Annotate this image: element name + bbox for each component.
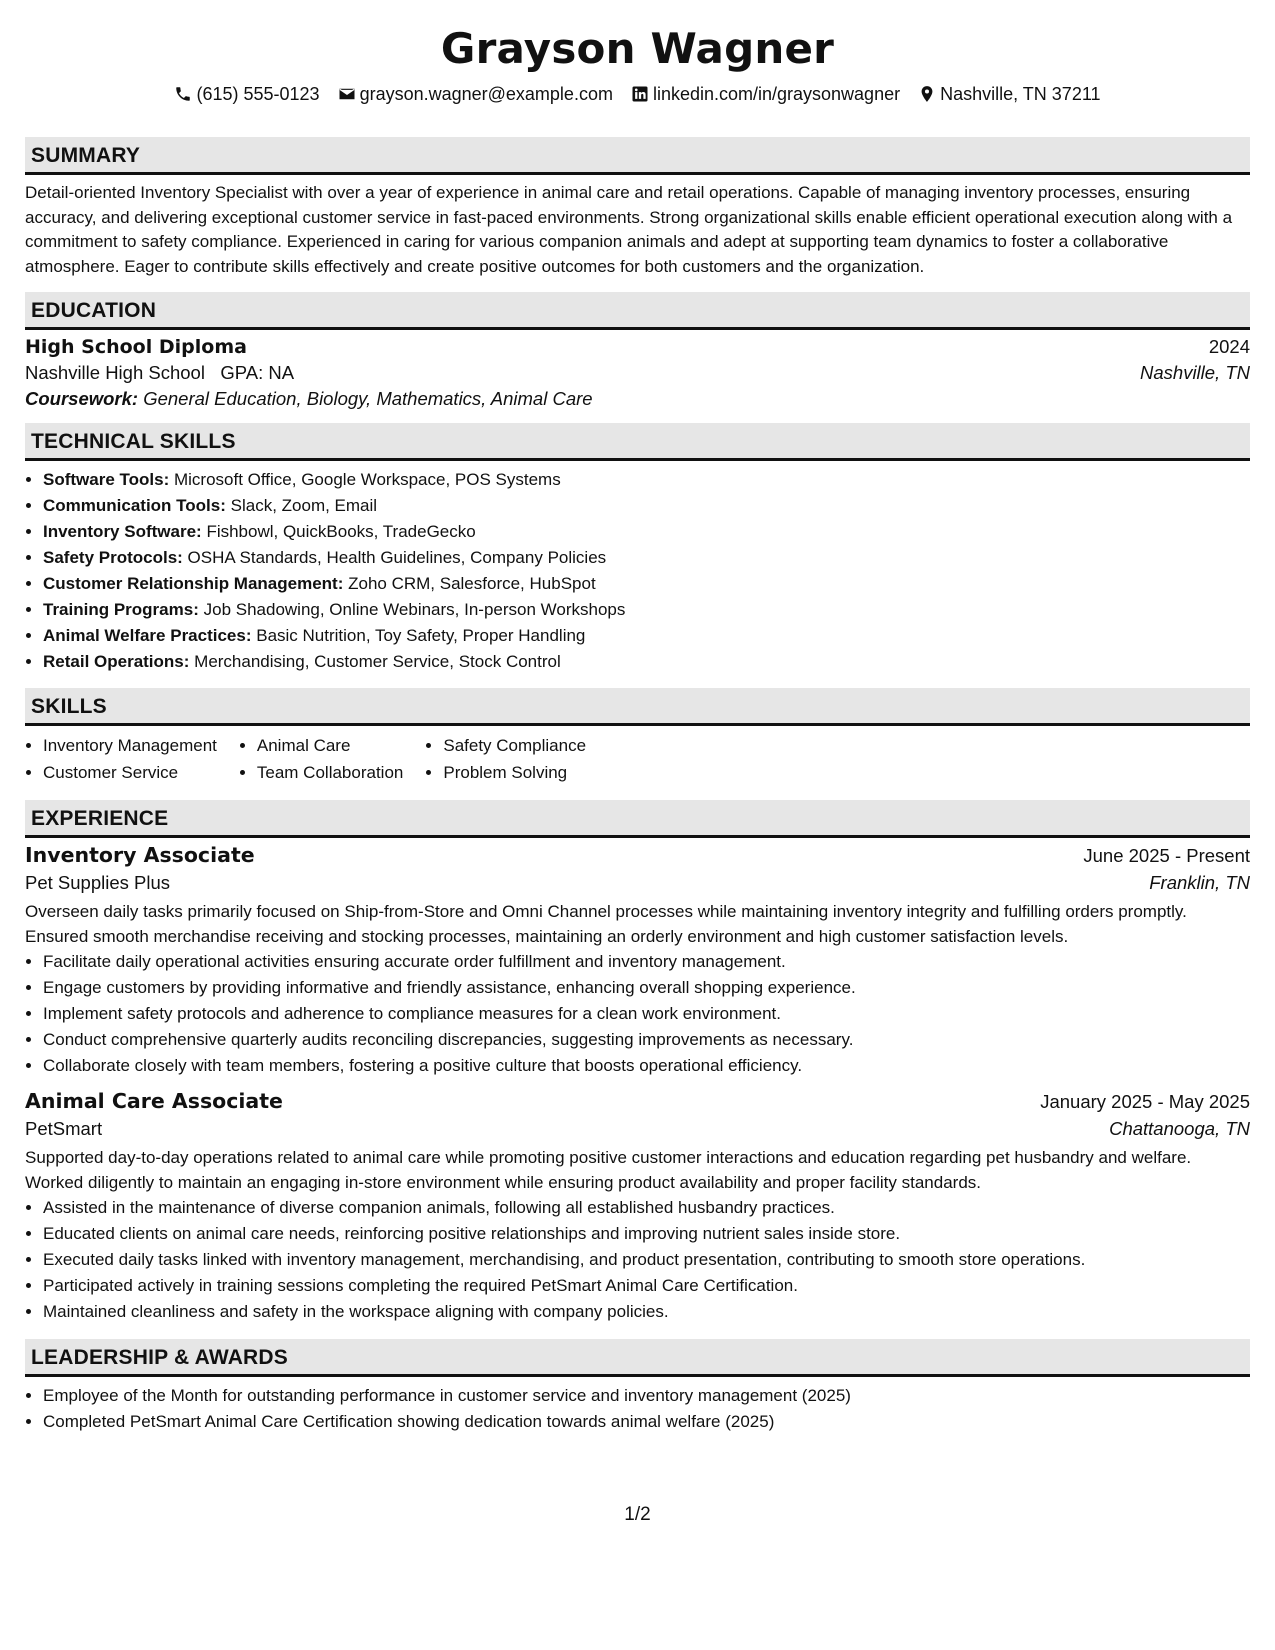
job-summary: Supported day-to-day operations related to animal care while promoting positive customer interactions and education regarding pet husbandry and welfare. Worked diligently to maintain an engaging in-store environment while ensuring product availability and proper facility standards.: [25, 1148, 1192, 1192]
job-dates: January 2025 - May 2025: [1040, 1091, 1250, 1112]
school-name: Nashville High School: [25, 362, 205, 383]
skill-key: Inventory Software:: [43, 522, 202, 541]
contact-email[interactable]: [338, 82, 613, 106]
list-item: [43, 493, 1250, 519]
skills-column-2: [239, 732, 403, 786]
section-header-education: EDUCATION: [25, 292, 1250, 330]
job-dates: June 2025 - Present: [1083, 845, 1250, 866]
skill-value: Slack, Zoom, Email: [230, 496, 378, 515]
skill-value: Zoho CRM, Salesforce, HubSpot: [348, 574, 596, 593]
list-item: • Educated clients on animal care needs, reinforcing positive relationships and improving nutrient sales inside store.: [43, 1221, 1250, 1247]
job-title-row: [25, 843, 1250, 867]
school-location: Nashville, TN: [1140, 362, 1250, 383]
school-row: [25, 362, 1250, 384]
list-item: • Implement safety protocols and adherence to compliance measures for a clean work environment.: [43, 1001, 1250, 1027]
job-title-row: [25, 1089, 1250, 1113]
list-item: • Engage customers by providing informative and friendly assistance, enhancing overall shopping experience.: [43, 975, 1250, 1001]
list-item: • Team Collaboration: [257, 759, 403, 786]
email-text: grayson.wagner@example.com: [359, 84, 613, 104]
candidate-name: Grayson Wagner: [440, 24, 835, 73]
list-item: [43, 649, 1250, 675]
envelope-icon: [338, 85, 356, 103]
phone-text: (615) 555-0123: [196, 84, 320, 104]
job-company-row: [25, 872, 1250, 894]
contact-linkedin[interactable]: [631, 82, 900, 106]
linkedin-text: linkedin.com/in/graysonwagner: [652, 84, 901, 104]
list-item: [43, 519, 1250, 545]
skill-key: Customer Relationship Management:: [43, 574, 344, 593]
list-item: • Employee of the Month for outstanding performance in customer service and inventory management (2025): [43, 1383, 1250, 1409]
job-location: Franklin, TN: [1149, 872, 1250, 893]
page-number: 1/2: [624, 1504, 651, 1525]
list-item: • Customer Service: [43, 759, 217, 786]
list-item: • Safety Compliance: [443, 732, 586, 759]
education-row: [25, 336, 1250, 358]
skill-value: Fishbowl, QuickBooks, TradeGecko: [206, 522, 476, 541]
contact-location: [918, 82, 1100, 106]
skills-grid: [25, 732, 1250, 786]
job-company-row: [25, 1118, 1250, 1140]
list-item: • Animal Care: [257, 732, 403, 759]
skill-key: Training Programs:: [43, 600, 199, 619]
job-company: PetSmart: [25, 1118, 103, 1139]
skill-key: Safety Protocols:: [43, 548, 183, 567]
job-title: Animal Care Associate: [25, 1089, 283, 1113]
job-location: Chattanooga, TN: [1109, 1118, 1250, 1139]
skill-key: Retail Operations:: [43, 652, 190, 671]
contact-bar: [25, 82, 1250, 106]
coursework-label: Coursework:: [25, 388, 139, 409]
list-item: • Participated actively in training sessions completing the required PetSmart Animal Care Certification.: [43, 1273, 1250, 1299]
skill-key: Software Tools:: [43, 470, 170, 489]
list-item: • Conduct comprehensive quarterly audits reconciling discrepancies, suggesting improvements as necessary.: [43, 1027, 1250, 1053]
job-entry: [25, 1089, 1250, 1325]
section-header-experience: EXPERIENCE: [25, 800, 1250, 838]
skill-value: Job Shadowing, Online Webinars, In-person Workshops: [203, 600, 626, 619]
job-bullets: [25, 949, 1250, 1079]
leadership-list: [25, 1383, 1250, 1435]
technical-skills-list: [25, 467, 1250, 675]
map-pin-icon: [918, 85, 936, 103]
list-item: [43, 545, 1250, 571]
list-item: [43, 623, 1250, 649]
job-title: Inventory Associate: [25, 843, 255, 867]
list-item: • Assisted in the maintenance of diverse companion animals, following all established husbandry practices.: [43, 1195, 1250, 1221]
skill-value: Microsoft Office, Google Workspace, POS Systems: [173, 470, 561, 489]
school-line: [25, 362, 294, 384]
coursework-line: [25, 388, 1250, 410]
list-item: [43, 571, 1250, 597]
skills-column-3: [425, 732, 586, 786]
degree: High School Diploma: [25, 336, 247, 358]
list-item: • Executed daily tasks linked with inventory management, merchandising, and product presentation, contributing to smooth store operations.: [43, 1247, 1250, 1273]
skills-column-1: [25, 732, 217, 786]
skill-key: Animal Welfare Practices:: [43, 626, 252, 645]
list-item: [43, 467, 1250, 493]
resume-page: [25, 0, 1250, 1435]
list-item: • Problem Solving: [443, 759, 586, 786]
location-text: Nashville, TN 37211: [940, 84, 1101, 104]
job-summary: Overseen daily tasks primarily focused on Ship-from-Store and Omni Channel processes while maintaining inventory integrity and fulfilling orders promptly. Ensured smooth merchandise receiving and stocking processes, maintaining an orderly environment and high customer satisfaction levels.: [25, 902, 1187, 946]
contact-phone[interactable]: [174, 82, 319, 106]
job-bullets: [25, 1195, 1250, 1325]
skill-value: Merchandising, Customer Service, Stock Control: [194, 652, 561, 671]
list-item: • Collaborate closely with team members, fostering a positive culture that boosts operational efficiency.: [43, 1053, 1250, 1079]
phone-icon: [174, 85, 192, 103]
skill-value: OSHA Standards, Health Guidelines, Company Policies: [187, 548, 607, 567]
skill-value: Basic Nutrition, Toy Safety, Proper Handling: [256, 626, 586, 645]
section-header-summary: SUMMARY: [25, 137, 1250, 175]
education-year: 2024: [1208, 336, 1250, 357]
list-item: • Facilitate daily operational activities ensuring accurate order fulfillment and inventory management.: [43, 949, 1250, 975]
list-item: [43, 597, 1250, 623]
job-company: Pet Supplies Plus: [25, 872, 171, 893]
section-header-technical-skills: TECHNICAL SKILLS: [25, 423, 1250, 461]
summary-text: Detail-oriented Inventory Specialist with over a year of experience in animal care and retail operations. Capable of managing inventory processes, ensuring accuracy, and delivering exceptional customer service in fast-paced environments. Strong organizational skills enable efficient operational execution along with a commitment to safety compliance. Experienced in caring for various companion animals and adept at supporting team dynamics to foster a collaborative atmosphere. Eager to contribute skills effectively and create positive outcomes for both customers and the organization.: [25, 183, 1233, 276]
gpa: GPA: NA: [220, 362, 295, 383]
coursework-text: General Education, Biology, Mathematics, Animal Care: [143, 388, 593, 409]
skill-key: Communication Tools:: [43, 496, 226, 515]
list-item: • Inventory Management: [43, 732, 217, 759]
list-item: • Maintained cleanliness and safety in the workspace aligning with company policies.: [43, 1299, 1250, 1325]
section-header-leadership: LEADERSHIP & AWARDS: [25, 1339, 1250, 1377]
list-item: • Completed PetSmart Animal Care Certification showing dedication towards animal welfare (2025): [43, 1409, 1250, 1435]
section-header-skills: SKILLS: [25, 688, 1250, 726]
linkedin-icon: [631, 85, 649, 103]
job-entry: [25, 843, 1250, 1079]
